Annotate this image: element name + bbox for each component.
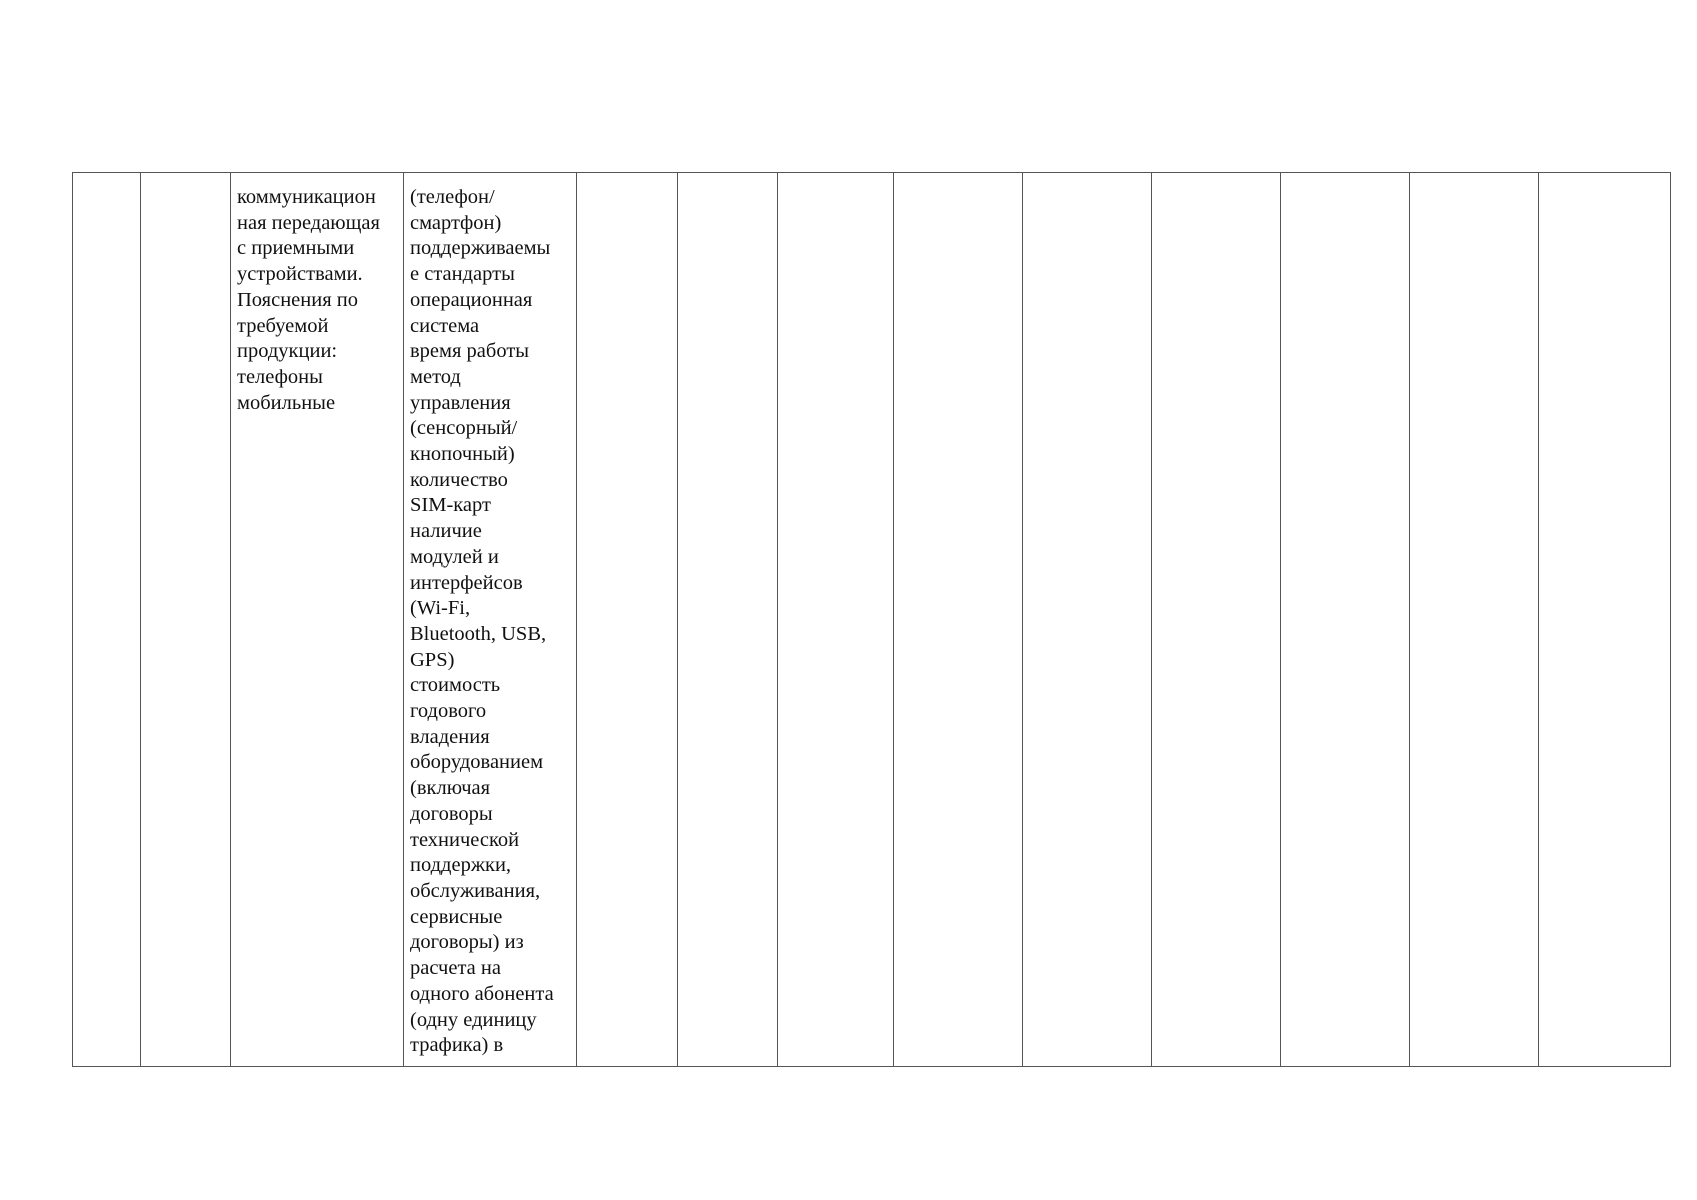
table-cell xyxy=(577,173,678,1067)
table-cell xyxy=(73,173,141,1067)
table-cell xyxy=(1152,173,1281,1067)
product-description-text: коммуникацион ная передающая с приемными устройствами. Пояснения по требуемой продукции: телефоны мобильные xyxy=(237,186,380,414)
table-cell xyxy=(778,173,894,1067)
table-cell-product-description xyxy=(231,173,404,1067)
table-cell xyxy=(1410,173,1539,1067)
table-cell xyxy=(678,173,778,1067)
table-cell xyxy=(1281,173,1410,1067)
table-cell-characteristics xyxy=(404,173,577,1067)
table-cell xyxy=(894,173,1023,1067)
table-row xyxy=(73,173,1671,1067)
table-cell xyxy=(1023,173,1152,1067)
requirements-table xyxy=(72,172,1671,1067)
characteristics-text: (телефон/ смартфон) поддерживаемы е стандарты операционная система время работы метод управления (сенсорный/ кнопочный) количество SIM-карт наличие модулей и интерфейсов (Wi-Fi, Bluetooth, USB, GPS) стоимость годового владения оборудованием (включая договоры технической поддержки, обслуживания, сервисные договоры) из расчета на одного абонента (одну единицу трафика) в xyxy=(410,186,554,1057)
table-cell xyxy=(141,173,231,1067)
table-cell xyxy=(1539,173,1671,1067)
